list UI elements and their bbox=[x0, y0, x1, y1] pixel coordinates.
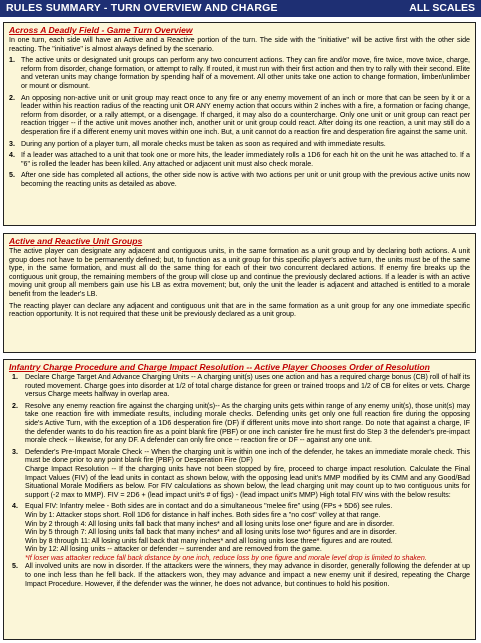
turn-overview-title: Across A Deadly Field - Game Turn Overview bbox=[9, 25, 193, 35]
turn-item bbox=[9, 94, 470, 137]
step-number: 1. bbox=[12, 373, 18, 381]
item-number: 4. bbox=[9, 151, 15, 160]
unit-groups-box bbox=[3, 233, 476, 353]
item-text: During any portion of a player turn, all morale checks must be taken as soon as required and with immediate results. bbox=[21, 139, 386, 148]
item-text: After one side has completed all actions, the other side now is active with two actions per unit or unit group with the previous active units now becoming the reacting units as detailed as above. bbox=[21, 171, 470, 188]
charge-procedure-box bbox=[3, 359, 476, 640]
charge-step bbox=[9, 502, 470, 511]
turn-overview-intro: In one turn, each side will have an Active and a Reactive portion of the turn. The side with the "initiative" will be active first with the other side reacting. The "initiative" is almost always defined by the scenario. bbox=[9, 36, 470, 53]
step-text: All involved units are now in disorder. If the attackers were the winners, they may advance in disorder, generally following the defender at up to one inch less than he fell back. If the attackers won, they may advance and impact a new enemy unit if desired, repeating the Charge Impact Procedure. However, if the defender was the winner, he does not advance, but continues to hold his position. bbox=[25, 562, 470, 588]
item-number: 3. bbox=[9, 139, 15, 148]
turn-item bbox=[9, 151, 470, 168]
item-text: An opposing non-active unit or unit group may react once to any fire or any enemy movement of an inch or more that can be seen by it or a leader within his reaction radius of the reacting unit OR ANY enemy action that occurs within 2 inches with a fire, a formation or facing change, reform from disorder, or a rally attempt, or a disengage. If charged, it may also do a countercharge. Only one unit or unit group can react per reaction trigger -- if the active unit moves another inch, another unit or unit group could react. After doing its one reaction, a unit may still do a desperation fire if a different enemy unit moves within one inch. But, a unit cannot do a reaction fire and desperation fire against the same unit. bbox=[21, 93, 470, 136]
step-number: 2. bbox=[12, 401, 18, 410]
scale-label: ALL SCALES bbox=[409, 2, 475, 14]
step-text: Resolve any enemy reaction fire against the charging unit(s)-- As the charging units gets within range of any enemy unit(s), those unit(s) may take one reaction fire with immediate results, including morale checks. Defending units get only one full reaction fire during the opposing side's Active Turn, with the exception of a 1D6 desperation fire (DF) if different units move into short range. Do note that against a charge, IF the defender wants to do his reaction fire as a point blank fire (PBF) or one inch canister fire he must first do Step 3 the defender's pre-impact morale check -- likewise, for any DF. A defender can only fire once -- reaction fire or DF -- against any one unit. bbox=[25, 401, 470, 445]
item-text: The active units or designated unit groups can perform any two concurrent actions. They can fire and/or move, fire twice, move twice, charge, reform from disorder, change formation, or attempt to rally. If routed, it must run with their first action and then try to rally with their second. Elite and veteran units may change formation by spending half of a movement. All other units take one action to change formation, limber/unlimber or mount or dismount. bbox=[21, 56, 470, 90]
step-text: Win by 5 through 7: All losing units fall back that many inches* and all losing units lose two* figures and are in disorder. bbox=[25, 528, 397, 537]
step-text: Win by 12: All losing units -- attacker or defender -- surrender and are removed from the game. bbox=[25, 545, 322, 554]
turn-item bbox=[9, 56, 470, 90]
turn-item bbox=[9, 140, 470, 149]
win-result-row bbox=[9, 537, 470, 546]
item-number: 1. bbox=[9, 56, 15, 65]
step-text: Win by 1: Attacker stops short. Roll 1D6 for distance in half inches. Both sides fire a "no cost" volley at that range. bbox=[25, 510, 381, 519]
charge-step bbox=[9, 373, 470, 399]
item-text: If a leader was attached to a unit that took one or more hits, the leader immediately rolls a 1D6 for each hit on the unit he was attached to. If a "6" is rolled the leader has been killed. Any attached or adjacent unit must also check morale. bbox=[21, 151, 470, 168]
step-text: *If loser was attacker reduce fall back distance by one inch, reduce loss by one figure and morale level drop is limited to shaken. bbox=[25, 553, 427, 562]
charge-procedure-list bbox=[9, 373, 470, 588]
win-result-row bbox=[9, 528, 470, 537]
item-number: 2. bbox=[9, 93, 15, 102]
loser-footnote bbox=[9, 554, 470, 563]
win-result-row bbox=[9, 545, 470, 554]
charge-step bbox=[9, 448, 470, 465]
item-number: 5. bbox=[9, 171, 15, 180]
unit-groups-title: Active and Reactive Unit Groups bbox=[9, 236, 143, 246]
unit-groups-reacting-text: The reacting player can declare any adjacent and contiguous unit that are in the same formation as a unit group for any one immediate specific reaction opportunity. It is not required that these unit be previously declared as a unit group. bbox=[9, 301, 470, 319]
charge-step bbox=[9, 402, 470, 445]
unit-groups-active-text: The active player can designate any adjacent and contiguous units, in the same formation as a unit group and by declaring both actions. A unit group does not have to be permanently defined; but, to function as a unit group for this specific player's active turn, the units must be of the same type, in the same formation, and must all do the same thing for each of their two concurrent declared actions. If enemy fire breaks up the contiguous unit group, the remaining members of the group will close up and continue the previously declared actions. If a leader is with an active moving unit group all members gain use his LB as extra movement; but, only the unit the leader is adjacent and attached is entitled to a morale benefit from the leader's LB. bbox=[9, 247, 470, 298]
step-number: 4. bbox=[12, 502, 18, 511]
step-text: Defender's Pre-Impact Morale Check -- When the charging unit is within one inch of the defender, he takes an immediate morale check. This must be done prior to any point blank fire (PBF) or Desperation Fire (DF) bbox=[25, 447, 470, 465]
charge-impact-resolution bbox=[9, 465, 470, 499]
step-text: Equal FIV: Infantry melee - Both sides are in contact and do a simultaneous "melee fire" using (FPs + 5D6) see rules. bbox=[25, 502, 393, 511]
turn-item bbox=[9, 171, 470, 188]
charge-step bbox=[9, 562, 470, 588]
step-text: Win by 2 through 4: All losing units fall back that many inches* and all losing units lose one* figure and are in disorder. bbox=[25, 519, 395, 528]
turn-overview-list bbox=[9, 56, 470, 188]
charge-procedure-title: Infantry Charge Procedure and Charge Impact Resolution -- Active Player Chooses Order of Resolution bbox=[9, 362, 430, 372]
page-title: RULES SUMMARY - TURN OVERVIEW AND CHARGE bbox=[6, 2, 278, 14]
step-text: Win by 8 through 11: All losing units fall back that many inches* and all losing units lose three* figures and are routed. bbox=[25, 536, 393, 545]
win-result-row bbox=[9, 520, 470, 529]
step-number: 5. bbox=[12, 562, 18, 571]
win-result-row bbox=[9, 511, 470, 520]
step-text: Declare Charge Target And Advance Charging Units -- A charging unit(s) uses one action and has a required charge bonus (CB) roll of half its routed movement. Charge goes into disorder at 1/2 of total charge distance for green or trained troops and 1/2 of CB for elites or vets. Charge versus Charge meets halfway in overlap area. bbox=[25, 373, 470, 399]
step-text: Charge Impact Resolution -- If the charging units have not been stopped by fire, proceed to charge impact resolution. Calculate the Final Impact Values (FIV) of the lead units in contact as shown below, with the opposing lead unit's MMP modified by its CMM and any Good/Bad Situational Morale Modifiers as below. For FIV calculations as shown below, the lead charging unit may count up to two contiguous units for support (-2 max to MMP). FIV = 2D6 + (lead impact unit's # of figs) - (lead impact unit's MMP) High total FIV wins with the below results: bbox=[25, 464, 470, 499]
turn-overview-box bbox=[3, 22, 476, 226]
header-bar bbox=[0, 0, 481, 17]
step-number: 3. bbox=[12, 447, 18, 456]
